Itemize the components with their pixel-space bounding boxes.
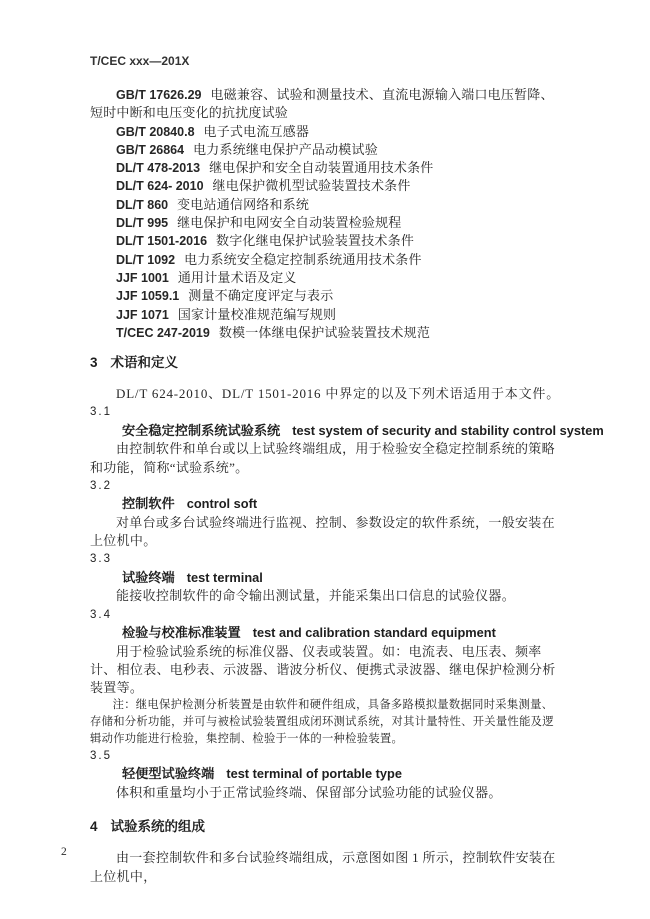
- term-definition: 对单台或多台试验终端进行监视、控制、参数设定的软件系统，一般安装在上位机中。: [90, 514, 555, 549]
- term-number: 3.1: [90, 406, 112, 419]
- term-name-zh: 轻便型试验终端: [122, 766, 215, 782]
- reference-code: DL/T 478-2013: [116, 161, 201, 176]
- reference-title: 国家计量校准规范编写规则: [177, 306, 337, 322]
- term-heading: [90, 422, 604, 441]
- reference-code: JJF 1001: [116, 270, 169, 285]
- term-name-en: test terminal: [186, 569, 263, 585]
- reference-title: 数字化继电保护试验装置技术条件: [216, 233, 415, 249]
- section-3-intro: DL/T 624-2010、DL/T 1501-2016 中界定的以及下列术语适用于本文件。: [116, 386, 561, 402]
- reference-title: 测量不确定度评定与表示: [188, 288, 334, 304]
- term-number: 3.4: [90, 608, 112, 621]
- reference-title: 电力系统安全稳定控制系统通用技术条件: [184, 251, 422, 267]
- reference-item: [90, 196, 562, 214]
- section-4-paragraph: 由一套控制软件和多台试验终端组成，示意图如图 1 所示，控制软件安装在上位机中，: [90, 850, 556, 884]
- reference-item: [90, 177, 562, 195]
- reference-title: 电磁兼容、试验和测量技术、直流电源输入端口电压暂降、短时中断和电压变化的抗扰度试验: [90, 87, 554, 121]
- term-name-en: test terminal of portable type: [226, 766, 402, 782]
- term-name-en: control soft: [186, 496, 258, 512]
- reference-code: GB/T 26864: [116, 142, 185, 157]
- term-definition: 用于检验试验系统的标准仪器、仪表或装置。如：电流表、电压表、频率计、相位表、电秒表、示波器、谐波分析仪、便携式录波器、继电保护检测分析装置等。: [90, 643, 556, 696]
- section-4-title: 试验系统的组成: [110, 819, 206, 835]
- term-heading: [90, 569, 562, 588]
- reference-title: 继电保护微机型试验装置技术条件: [212, 178, 411, 194]
- reference-code: JJF 1059.1: [116, 289, 180, 304]
- section-3-heading: [90, 353, 562, 373]
- reference-title: 变电站通信网络和系统: [177, 196, 310, 212]
- term-name-zh: 安全稳定控制系统试验系统: [122, 422, 281, 438]
- term-name-zh: 试验终端: [122, 569, 175, 585]
- term-3-1: [90, 403, 604, 476]
- reference-title: 继电保护和安全自动装置通用技术条件: [209, 160, 434, 176]
- section-3-number: 3: [90, 355, 98, 371]
- reference-item: [90, 123, 562, 141]
- reference-title: 继电保护和电网安全自动装置检验规程: [177, 215, 402, 231]
- reference-item: [90, 306, 562, 324]
- term-3-5: [90, 747, 562, 802]
- term-heading: [90, 495, 562, 514]
- reference-item: [90, 287, 562, 305]
- reference-title: 数模一体继电保护试验装置技术规范: [218, 324, 431, 340]
- term-heading: [90, 624, 562, 643]
- term-name-en: test and calibration standard equipment: [252, 624, 496, 640]
- term-number: 3.5: [90, 750, 112, 763]
- term-number: 3.2: [90, 479, 112, 492]
- term-number: 3.3: [90, 553, 112, 566]
- term-note: 注：继电保护检测分析装置是由软件和硬件组成，具备多路模拟量数据同时采集测量、存储和分析功能，并可与被检试验装置组成闭环测试系统，对其计量特性、开关量性能及逻辑动作功能进行检验，集控制、检验于一体的一种检验装置。: [90, 699, 554, 745]
- term-name-zh: 检验与校准标准装置: [122, 624, 241, 640]
- reference-code: GB/T 17626.29: [116, 88, 202, 102]
- term-definition: 能接收控制软件的命令输出测试量，并能采集出口信息的试验仪器。: [116, 588, 516, 604]
- references-list: [90, 86, 562, 342]
- reference-item: [90, 232, 562, 250]
- reference-item: [90, 141, 562, 159]
- term-3-3: [90, 550, 562, 605]
- reference-code: DL/T 624- 2010: [116, 179, 204, 194]
- section-4-number: 4: [90, 819, 98, 835]
- section-3-title: 术语和定义: [110, 355, 179, 371]
- page-number: 2: [61, 846, 67, 858]
- reference-title: 电力系统继电保护产品动模试验: [193, 141, 378, 157]
- section-4-heading: [90, 817, 562, 837]
- reference-item: [90, 251, 562, 269]
- reference-code: JJF 1071: [116, 307, 169, 322]
- reference-item: [90, 269, 562, 287]
- term-name-zh: 控制软件: [122, 496, 175, 512]
- term-definition: 由控制软件和单台或以上试验终端组成，用于检验安全稳定控制系统的策略和功能，简称“试验系统”。: [90, 441, 555, 475]
- running-header: T/CEC xxx—201X: [90, 54, 190, 68]
- reference-item: [90, 159, 562, 177]
- term-3-2: [90, 477, 562, 550]
- reference-item: [90, 86, 562, 123]
- term-name-en: test system of security and stability control system: [292, 422, 604, 438]
- term-3-4: [90, 606, 562, 748]
- reference-item: [90, 324, 562, 342]
- reference-code: DL/T 995: [116, 216, 169, 231]
- reference-code: T/CEC 247-2019: [116, 325, 210, 340]
- page-content: [90, 0, 604, 886]
- reference-code: DL/T 860: [116, 197, 169, 212]
- reference-title: 电子式电流互感器: [203, 123, 310, 139]
- term-heading: [90, 765, 562, 784]
- reference-code: DL/T 1092: [116, 252, 176, 267]
- reference-item: [90, 214, 562, 232]
- reference-title: 通用计量术语及定义: [177, 269, 297, 285]
- reference-code: GB/T 20840.8: [116, 124, 195, 139]
- reference-code: DL/T 1501-2016: [116, 234, 208, 249]
- term-definition: 体积和重量均小于正常试验终端、保留部分试验功能的试验仪器。: [116, 785, 502, 801]
